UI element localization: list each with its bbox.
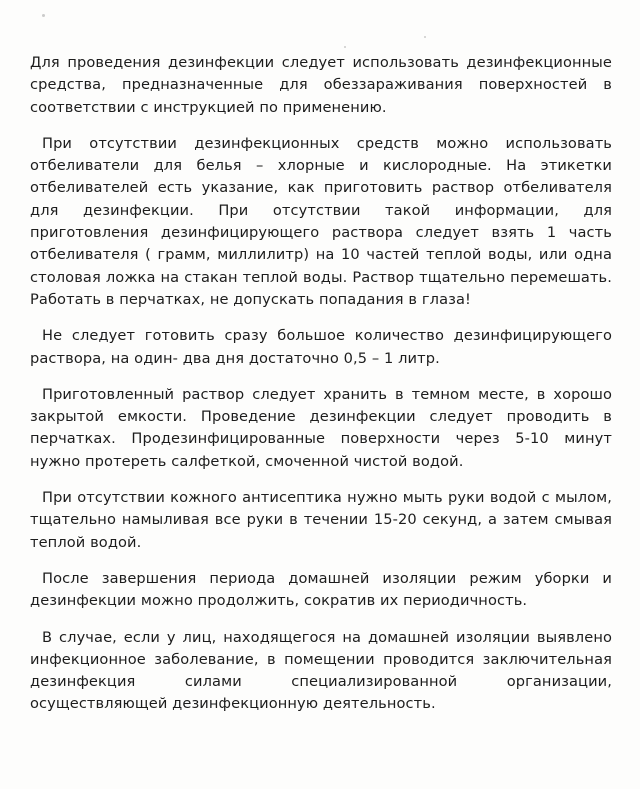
paragraph-disinfectant-use: Для проведения дезинфекции следует использовать дезинфекционные средства, предназначенные для обеззараживания поверхностей в соответствии с инструкцией по применению. [30,54,612,116]
scan-speck [344,46,346,48]
scan-speck [424,36,426,38]
paragraph-after-isolation: После завершения периода домашней изоляции режим уборки и дезинфекции можно продолжить, сократив их периодичность. [30,569,612,610]
paragraph-solution-quantity: Не следует готовить сразу большое количество дезинфицирующего раствора, на один- два дня достаточно 0,5 – 1 литр. [30,327,612,367]
paragraph-hand-washing: При отсутствии кожного антисептика нужно мыть руки водой с мылом, тщательно намыливая все руки в течении 15-20 секунд, а затем смывая теплой водой. [30,489,612,551]
paragraph-bleach-solution: При отсутствии дезинфекционных средств можно использовать отбеливатели для белья – хлорные и кислородные. На этикетки отбеливателей есть указание, как приготовить раствор отбеливателя для дезинфекции. При отсутствии такой информации, для приготовления дезинфицирующего раствора следует взять 1 часть отбеливателя ( грамм, миллилитр) на 10 частей теплой воды, или одна столовая ложка на стакан теплой воды. Раствор тщательно перемешать. Работать в перчатках, не допускать попадания в глаза! [30,134,612,308]
paragraph-final-disinfection: В случае, если у лиц, находящегося на домашней изоляции выявлено инфекционное заболевание, в помещении проводится заключительная дезинфекция силами специализированной организации, осуществляющей дезинфекционную деятельность. [30,628,612,713]
paragraph-storage-and-gloves: Приготовленный раствор следует хранить в темном месте, в хорошо закрытой емкости. Проведение дезинфекции следует проводить в перчатках. Продезинфицированные поверхности через 5-10 минут нужно протереть салфеткой, смоченной чистой водой. [30,385,612,470]
scan-speck [42,14,45,17]
